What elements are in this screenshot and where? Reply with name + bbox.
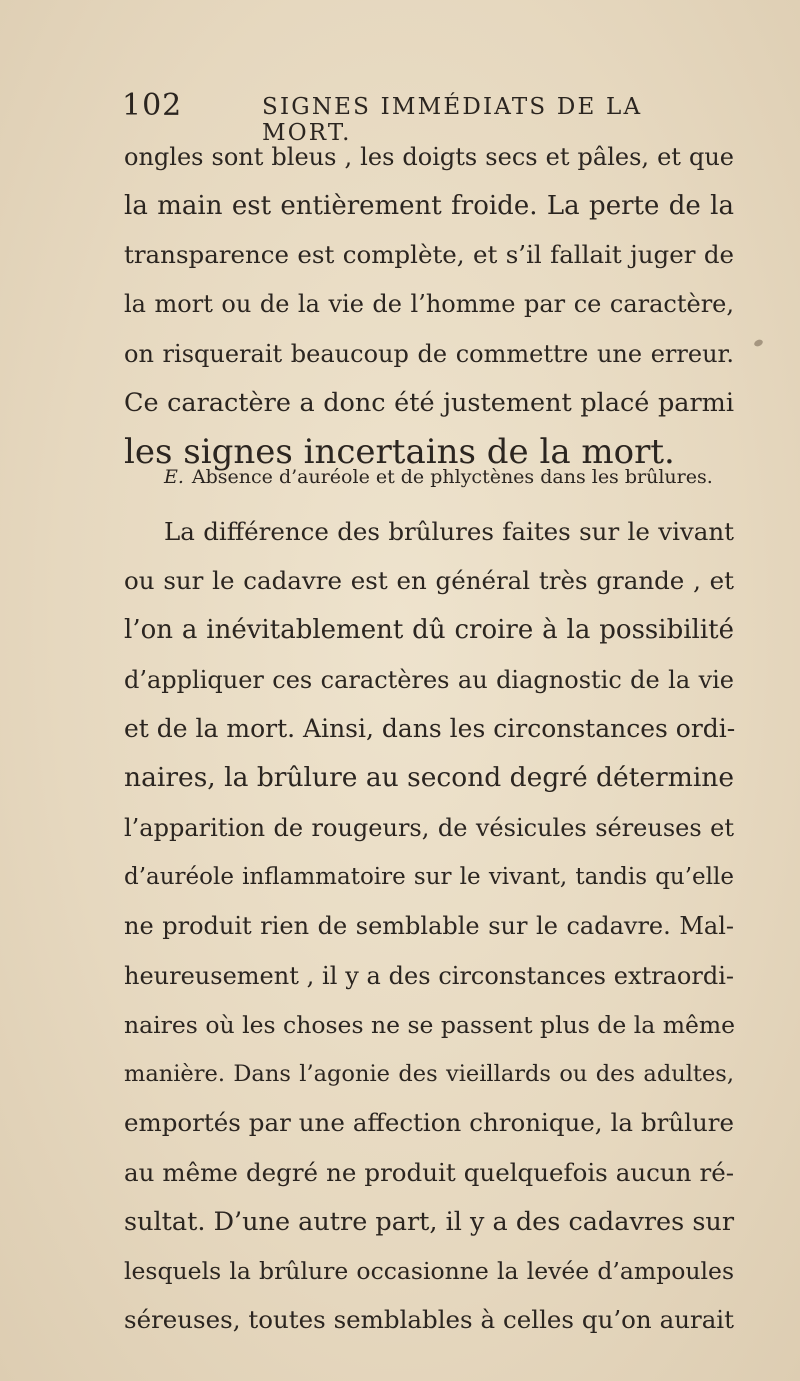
text-line: heureusement , il y a des circonstances extraordi- bbox=[124, 962, 734, 990]
text-line: Ce caractère a donc été justement placé parmi bbox=[124, 388, 734, 418]
text-line: la mort ou de la vie de l’homme par ce caractère, bbox=[124, 290, 734, 318]
page-header bbox=[122, 88, 732, 146]
section-label: E. bbox=[164, 466, 184, 488]
text-line: d’appliquer ces caractères au diagnostic de la vie bbox=[124, 666, 734, 694]
section-title: Absence d’auréole et de phlyctènes dans les brûlures. bbox=[191, 466, 713, 488]
text-line: l’apparition de rougeurs, de vésicules séreuses et bbox=[124, 814, 734, 842]
text-line: lesquels la brûlure occasionne la levée d’ampoules bbox=[124, 1257, 734, 1285]
text-line: sultat. D’une autre part, il y a des cadavres sur bbox=[124, 1207, 735, 1237]
text-line: séreuses, toutes semblables à celles qu’on aurait bbox=[124, 1305, 734, 1334]
text-line: naires où les choses ne se passent plus de la même bbox=[124, 1011, 736, 1039]
text-line: la main est entièrement froide. La perte de la bbox=[124, 191, 734, 221]
text-line: ongles sont bleus , les doigts secs et pâles, et que bbox=[124, 143, 734, 171]
page-number: 102 bbox=[122, 88, 183, 123]
text-line: et de la mort. Ainsi, dans les circonstances ordi- bbox=[124, 714, 736, 743]
text-line: naires, la brûlure au second degré détermine bbox=[124, 762, 735, 793]
text-line: l’on a inévitablement dû croire à la possibilité bbox=[124, 615, 734, 645]
text-line: transparence est complète, et s’il fallait juger de bbox=[124, 240, 734, 269]
text-line: ne produit rien de semblable sur le cadavre. Mal- bbox=[124, 912, 734, 940]
text-line: au même degré ne produit quelquefois aucun ré- bbox=[124, 1158, 734, 1187]
text-line: d’auréole inflammatoire sur le vivant, tandis qu’elle bbox=[124, 864, 734, 890]
text-line: emportés par une affection chronique, la brûlure bbox=[124, 1108, 734, 1137]
section-heading bbox=[164, 462, 724, 492]
text-line: on risquerait beaucoup de commettre une erreur. bbox=[124, 340, 734, 368]
text-line: La différence des brûlures faites sur le vivant bbox=[164, 517, 734, 546]
text-line: manière. Dans l’agonie des vieillards ou des adultes, bbox=[124, 1061, 734, 1087]
ink-speck bbox=[753, 338, 764, 347]
running-head: SIGNES IMMÉDIATS DE LA MORT. bbox=[262, 94, 643, 146]
text-line: les signes incertains de la mort. bbox=[124, 432, 675, 472]
text-line: ou sur le cadavre est en général très grande , et bbox=[124, 566, 734, 595]
